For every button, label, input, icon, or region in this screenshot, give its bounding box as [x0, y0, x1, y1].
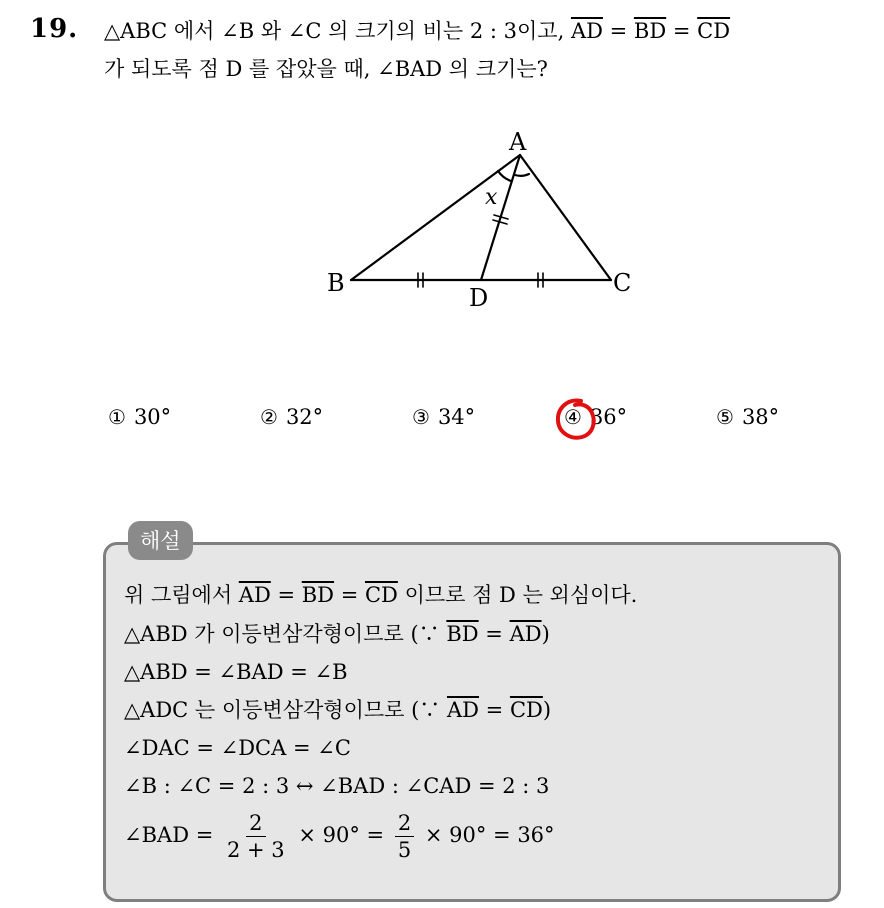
solution-tag: 해설	[128, 521, 193, 560]
solution-text: )	[541, 622, 550, 646]
fraction	[224, 810, 288, 863]
segment-cd: $\overline{CD}$	[509, 698, 543, 722]
side-ab	[351, 155, 520, 280]
solution-text: △ADC 는 이등변삼각형이므로 (∵	[124, 698, 447, 722]
vertex-label-b: B	[327, 269, 345, 297]
fraction-denominator: 2 + 3	[227, 838, 285, 862]
equals-sign: =	[478, 622, 510, 646]
choice-number: ④	[564, 405, 582, 429]
segment-ad: $\overline{AD}$	[509, 622, 542, 646]
choice-value: 34°	[437, 405, 476, 429]
choice-value: 30°	[133, 405, 172, 429]
answer-circle-mark	[551, 395, 601, 445]
triangle-figure	[310, 120, 650, 320]
solution-line-1	[124, 580, 637, 610]
formula-lhs: ∠BAD =	[124, 823, 214, 847]
angle-label-x: x	[485, 185, 498, 210]
segment-cd: $\overline{CD}$	[364, 583, 398, 607]
solution-line-6: ∠B : ∠C = 2 : 3 ↔ ∠BAD : ∠CAD = 2 : 3	[124, 774, 550, 798]
choice-value: 38°	[741, 405, 780, 429]
equals-sign: =	[602, 19, 634, 43]
choice-5[interactable]	[716, 405, 779, 429]
solution-line-3: △ABD = ∠BAD = ∠B	[124, 660, 348, 684]
solution-line-2	[124, 619, 550, 649]
fraction	[395, 810, 414, 863]
formula-result: × 90° = 36°	[424, 823, 555, 847]
angle-arc-cad	[515, 174, 529, 176]
choice-number: ③	[412, 405, 430, 429]
choice-number: ①	[108, 405, 126, 429]
segment-ad: $\overline{AD}$	[570, 19, 603, 43]
question-number: 19.	[30, 14, 79, 44]
equals-sign: =	[270, 583, 302, 607]
choice-2[interactable]	[260, 405, 323, 429]
equals-sign: =	[479, 698, 510, 722]
formula-middle: × 90° =	[298, 823, 385, 847]
vertex-label-d: D	[469, 284, 489, 312]
solution-text: 위 그림에서	[124, 583, 239, 607]
equals-sign: =	[666, 19, 698, 43]
solution-text: △ABD 가 이등변삼각형이므로 (∵	[124, 622, 447, 646]
segment-cd: $\overline{CD}$	[697, 19, 731, 43]
answer-choices	[0, 405, 884, 439]
vertex-label-a: A	[509, 128, 527, 156]
solution-text: 이므로 점 D 는 외심이다.	[397, 583, 638, 607]
solution-text: )	[542, 698, 552, 722]
segment-bd: $\overline{BD}$	[446, 622, 479, 646]
vertex-label-c: C	[613, 269, 632, 297]
solution-line-7	[124, 808, 555, 863]
segment-ad: $\overline{AD}$	[446, 698, 479, 722]
fraction-numerator: 2	[395, 810, 414, 837]
segment-ad: $\overline{AD}$	[238, 583, 271, 607]
choice-number: ⑤	[716, 405, 734, 429]
choice-value: 36°	[589, 405, 628, 429]
question-line-1	[104, 16, 730, 46]
choice-3[interactable]	[412, 405, 475, 429]
solution-line-5: ∠DAC = ∠DCA = ∠C	[124, 736, 351, 760]
choice-value: 32°	[285, 405, 324, 429]
question-text: △ABC 에서 ∠B 와 ∠C 의 크기의 비는 2 : 3이고,	[104, 19, 571, 43]
angle-arc-bad	[498, 171, 511, 181]
segment-bd: $\overline{BD}$	[301, 583, 335, 607]
question-line-2: 가 되도록 점 D 를 잡았을 때, ∠BAD 의 크기는?	[104, 57, 548, 81]
fraction-denominator: 5	[397, 838, 412, 862]
choice-number: ②	[260, 405, 278, 429]
choice-1[interactable]	[108, 405, 171, 429]
segment-bd: $\overline{BD}$	[633, 19, 667, 43]
fraction-numerator: 2	[246, 810, 265, 837]
solution-line-4	[124, 695, 551, 725]
side-ac	[520, 155, 611, 280]
equals-sign: =	[334, 583, 365, 607]
